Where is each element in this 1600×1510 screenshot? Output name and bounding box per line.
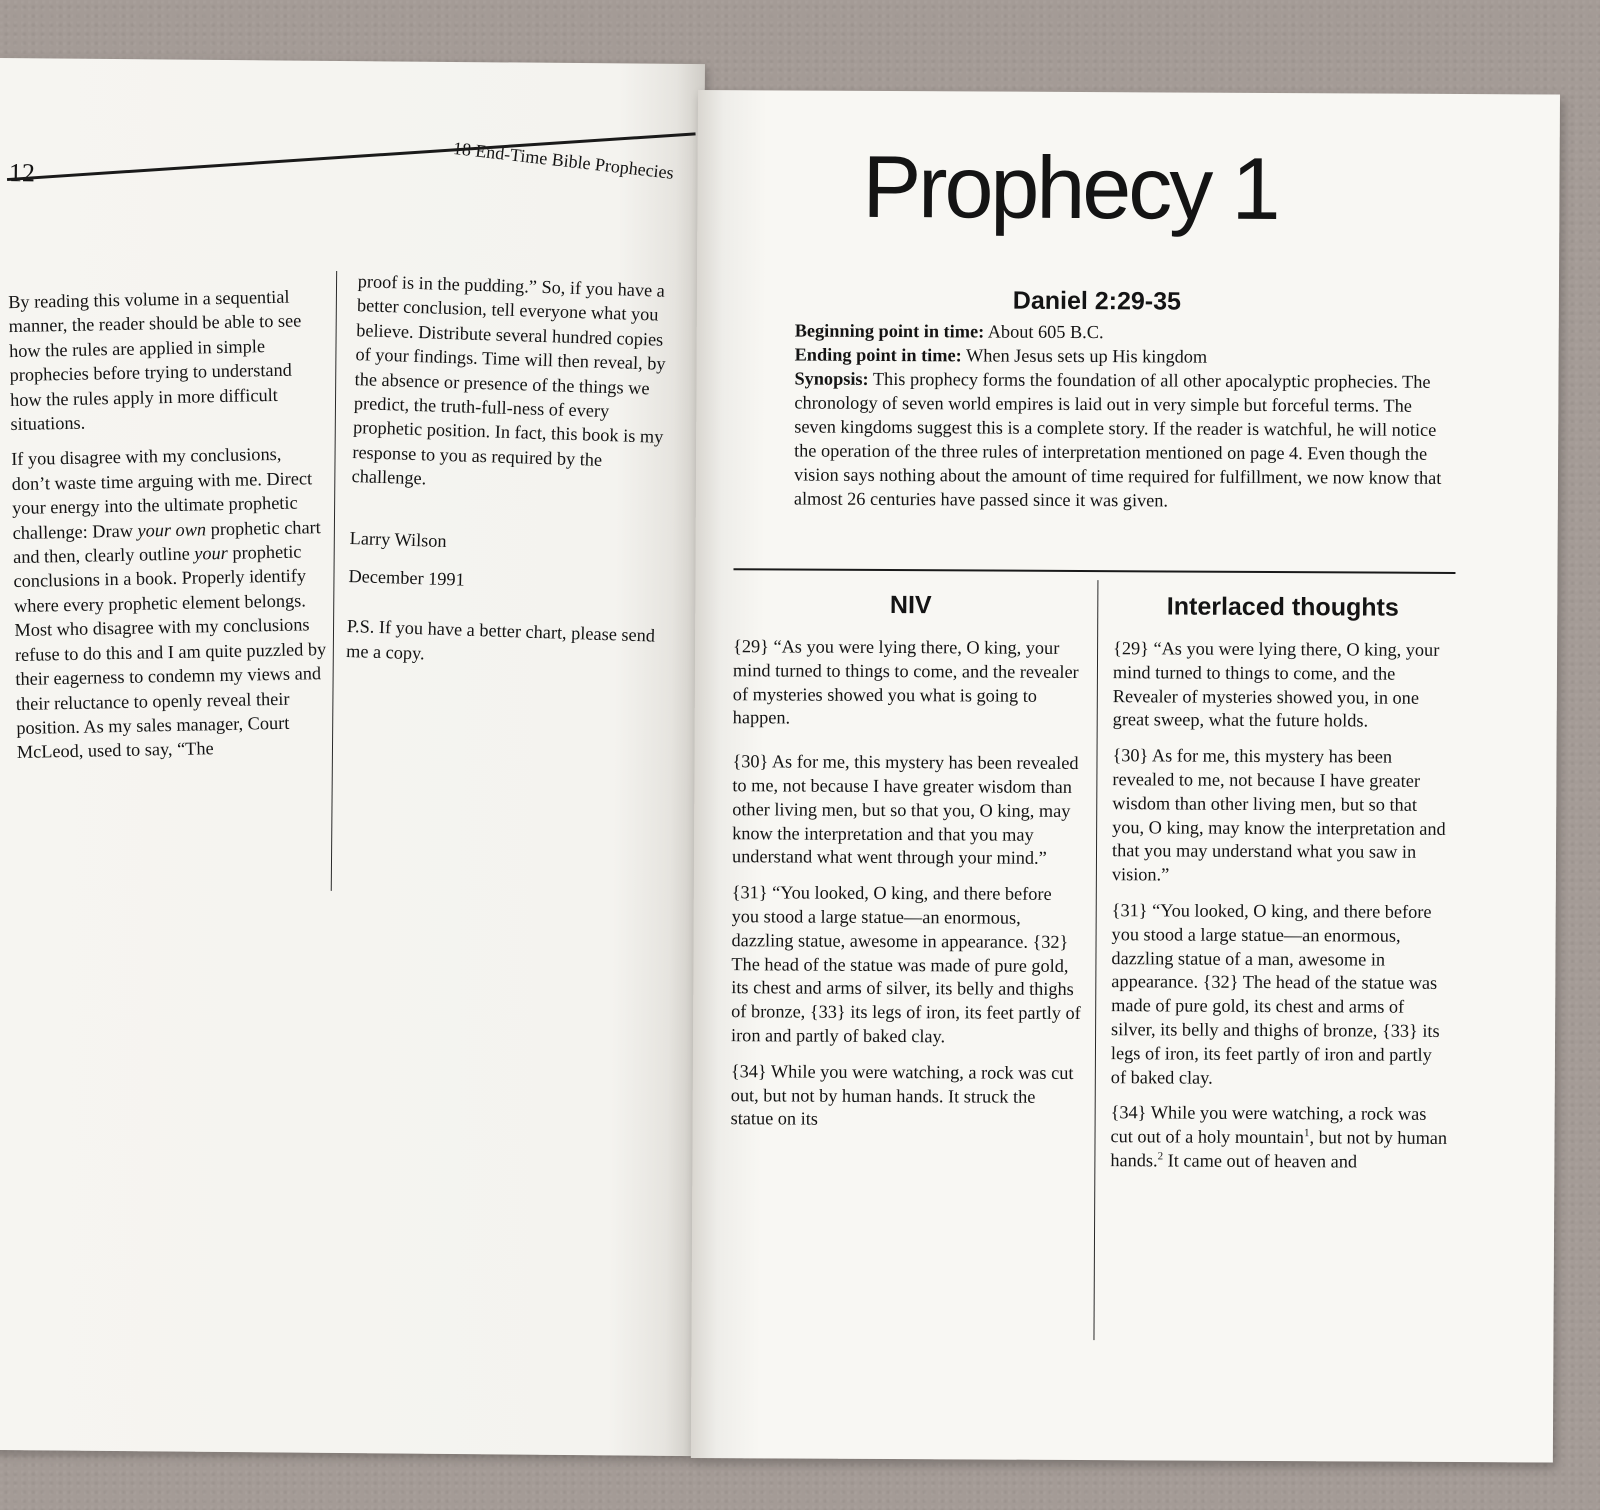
signoff-date: December 1991 <box>348 566 466 590</box>
pudding-paragraph: proof is in the pudding.” So, if you have a better conclusion, tell everyone what you believe. Distribute several hundred copies of your findings. Time will then reveal, by the absence or presence of the things we predict, the truth-full-ness of every prophetic position. In fact, this book is my response to you as required by the challenge. <box>351 271 666 489</box>
interlaced-verse-29: {29} “As you were lying there, O king, your mind turned to things to come, and the Revealer of mysteries showed you, in one great sweep, what the future holds. <box>1112 638 1440 731</box>
niv-verse-29: {29} “As you were lying there, O king, your mind turned to things to come, and the revealer of mysteries showed you what is going to happen. <box>732 636 1079 728</box>
niv-verse-34: {34} While you were watching, a rock was cut out, but not by human hands. It struck the statue on its <box>730 1060 1074 1129</box>
interlaced-verses-31-33: {31} “You looked, O king, and there before you stood a large statue—an enormous, dazzling statue of a man, awesome in appearance. {32} The head of the statue was made of pure gold, its chest and arms of silver, its belly and thighs of bronze, {33} its legs of iron, its feet partly of iron and partly of baked clay. <box>1110 900 1440 1088</box>
column-divider <box>1093 580 1098 1340</box>
verse-34-text-1: {34} While you were watching, a rock was cut out of a holy mountain <box>1110 1102 1427 1148</box>
postscript: P.S. If you have a better chart, please send me a copy. <box>345 616 656 664</box>
challenge-text-3: prophetic conclusions in a book. Properly identify where every prophetic element belongs. Most who disagree with my conclusions refuse to do this and I am quite puzzled by their eagerness to condemn my views and their reluctance to openly reveal their position. As my sales manager, Court McLeod, used to say, “The <box>13 541 327 763</box>
challenge-italic-1: your own <box>137 518 207 541</box>
column-divider <box>331 271 337 891</box>
beginning-label: Beginning point in time: <box>794 320 985 342</box>
interlaced-verse-30: {30} As for me, this mystery has been revealed to me, not because I have greater wisdom than other living men, but so that you, O king, may know the interpretation and that you may understand what you saw in vision.” <box>1111 745 1446 885</box>
niv-verse-30: {30} As for me, this mystery has been revealed to me, not because I have greater wisdom than other living men, but so that you, O king, may know the interpretation and that you may understand what went through your mind.” <box>731 751 1079 869</box>
page-number: 12 <box>8 158 36 188</box>
challenge-text-1: If you disagree with my conclusions, don’t waste time arguing with me. Direct your energy into the ultimate prophetic challenge: Draw <box>11 444 313 543</box>
footnote-marker-2: 2 <box>1157 1150 1164 1163</box>
left-column-2 <box>345 269 683 687</box>
niv-column <box>730 635 1083 1145</box>
prophecy-summary <box>794 319 1445 514</box>
challenge-italic-2: your <box>194 542 229 564</box>
right-page <box>691 90 1560 1462</box>
beginning-point <box>795 319 1445 346</box>
challenge-paragraph <box>11 441 329 764</box>
ending-point <box>795 343 1445 370</box>
chapter-title: Prophecy 1 <box>862 136 1278 239</box>
niv-heading: NIV <box>889 591 932 620</box>
running-head: 18 End-Time Bible Prophecies <box>452 137 675 183</box>
passage-reference: Daniel 2:29-35 <box>1012 286 1182 316</box>
author-name: Larry Wilson <box>349 527 447 551</box>
ending-value: When Jesus sets up His kingdom <box>965 345 1208 367</box>
beginning-value: About 605 B.C. <box>987 321 1104 343</box>
ending-label: Ending point in time: <box>794 344 962 366</box>
synopsis <box>794 367 1445 514</box>
section-rule <box>733 568 1455 574</box>
verse-34-text-3: It came out of heaven and <box>1163 1150 1358 1172</box>
interlaced-heading: Interlaced thoughts <box>1166 592 1399 622</box>
verse-34-text-2: , but not by human hands. <box>1110 1127 1448 1171</box>
intro-paragraph: By reading this volume in a sequential manner, the reader should be able to see how the rules are applied in simple prophecies before trying to understand how the rules apply in more difficult situations. <box>8 286 302 435</box>
synopsis-text: This prophecy forms the foundation of all other apocalyptic prophecies. The chronology of seven world empires is laid out in very simple but forceful terms. The seven kingdoms suggest this is a complete story. If the reader is watchful, he will notice the operation of the three rules of interpretation mentioned on page 4. Even though the vision says nothing about the amount of time required for fulfillment, we now know that almost 26 centuries have passed since it was given. <box>793 368 1442 511</box>
niv-verses-31-33: {31} “You looked, O king, and there before you stood a large statue—an enormous, dazzling statue, awesome in appearance. {32} The head of the statue was made of pure gold, its chest and arms of silver, its belly and thighs of bronze, {33} its legs of iron, its feet partly of iron and partly of baked clay. <box>730 882 1081 1047</box>
left-page <box>0 58 705 1456</box>
interlaced-verse-34 <box>1110 1102 1450 1175</box>
synopsis-label: Synopsis: <box>794 368 869 389</box>
footnote-marker-1: 1 <box>1303 1127 1310 1140</box>
challenge-text-2: prophetic chart and then, clearly outline <box>12 516 321 568</box>
interlaced-column <box>1110 637 1453 1175</box>
left-column-1 <box>8 284 329 776</box>
